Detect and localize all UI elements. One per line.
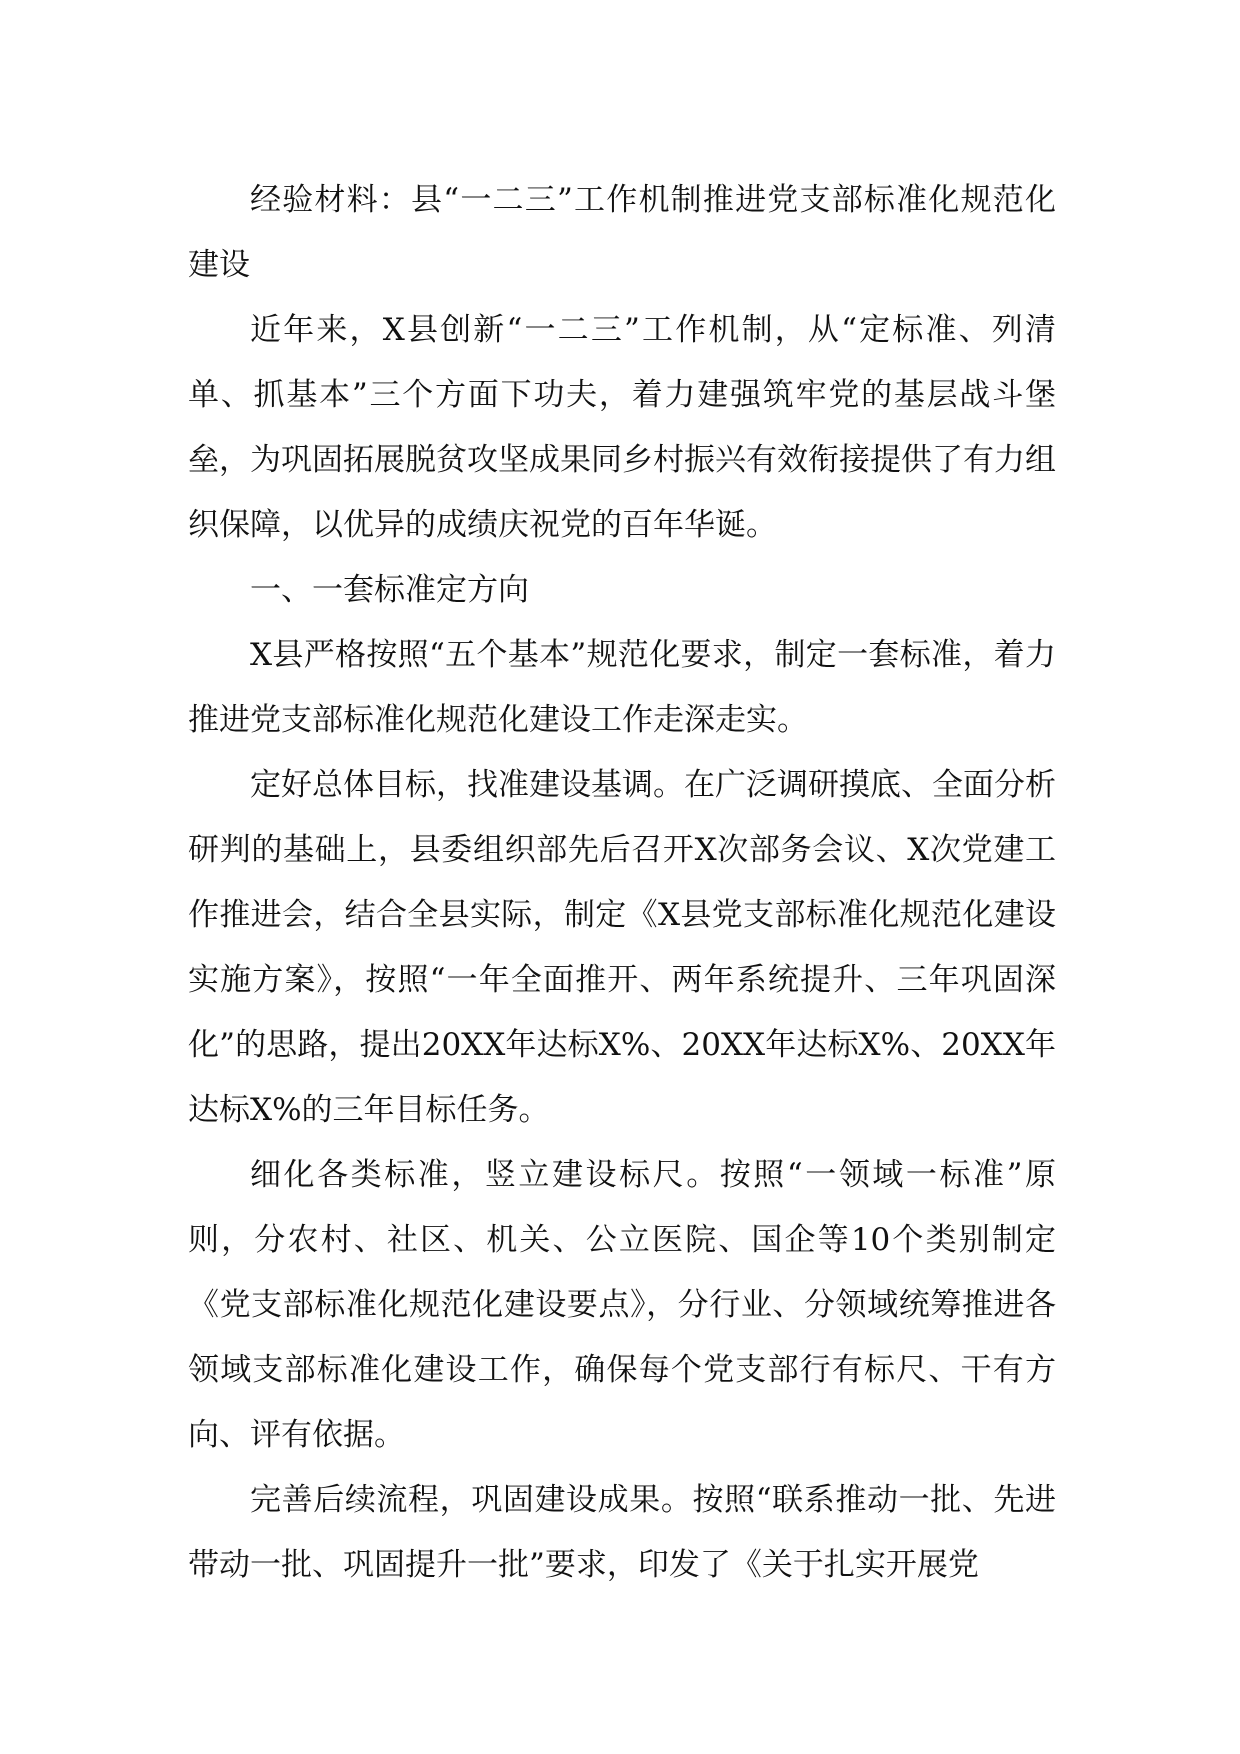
paragraph-standards: 细化各类标准，竖立建设标尺。按照“一领域一标准”原则，分农村、社区、机关、公立医院、国企等10个类别制定《党支部标准化规范化建设要点》，分行业、分领域统筹推进各领域支部标准化建设工作，确保每个党支部行有标尺、干有方向、评有依据。 [188,1157,1056,1453]
paragraph-section-1: X县严格按照“五个基本”规范化要求，制定一套标准，着力推进党支部标准化规范化建设工作走深走实。 [188,637,1056,738]
document-body [188,168,1056,1598]
paragraph-intro: 近年来，X县创新“一二三”工作机制，从“定标准、列清单、抓基本”三个方面下功夫，着力建强筑牢党的基层战斗堡垒，为巩固拓展脱贫攻坚成果同乡村振兴有效衔接提供了有力组织保障，以优异的成绩庆祝党的百年华诞。 [188,312,1056,543]
paragraph-follow-up: 完善后续流程，巩固建设成果。按照“联系推动一批、先进带动一批、巩固提升一批”要求，印发了《关于扎实开展党 [188,1482,1056,1583]
document-title: 经验材料：县“一二三”工作机制推进党支部标准化规范化建设 [188,182,1056,283]
section-heading-1: 一、一套标准定方向 [250,572,529,608]
paragraph-overall-goal: 定好总体目标，找准建设基调。在广泛调研摸底、全面分析研判的基础上，县委组织部先后召开X次部务会议、X次党建工作推进会，结合全县实际，制定《X县党支部标准化规范化建设实施方案》，按照“一年全面推开、两年系统提升、三年巩固深化”的思路，提出20XX年达标X%、20XX年达标X%、20XX年达标X%的三年目标任务。 [188,767,1056,1128]
